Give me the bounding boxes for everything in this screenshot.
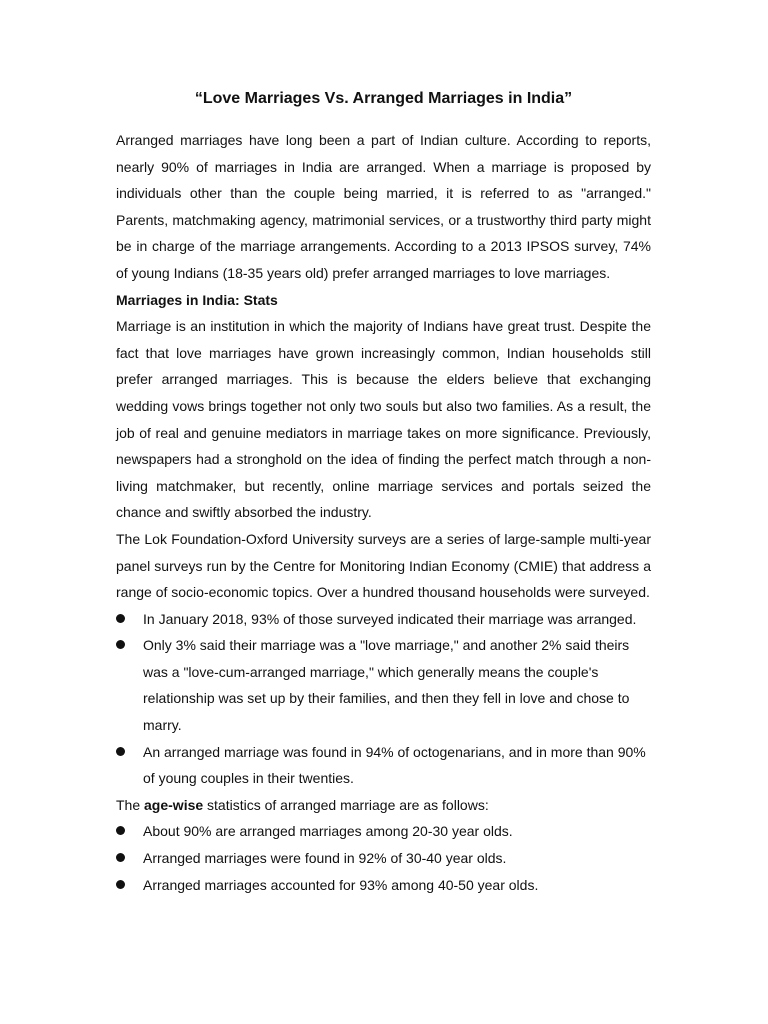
age-bullet-text: About 90% are arranged marriages among 20-30 year olds. [143, 823, 513, 840]
document-page [116, 88, 651, 898]
stats-paragraph-1: Marriage is an institution in which the majority of Indians have great trust. Despite the fact that love marriages have grown increasingly common, Indian households still prefer arranged marriages. This is because the elders believe that exchanging wedding vows brings together not only two souls but also two families. As a result, the job of real and genuine mediators in marriage takes on more significance. Previously, newspapers had a stronghold on the idea of finding the perfect match through a non-living matchmaker, but recently, online marriage services and portals seized the chance and swiftly absorbed the industry. [116, 318, 651, 521]
agewise-intro-suffix: statistics of arranged marriage are as follows: [203, 796, 489, 813]
bullet-dot-icon [116, 826, 125, 835]
agewise-intro [116, 792, 651, 819]
survey-bullet-list [116, 606, 651, 792]
age-bullet-text: Arranged marriages were found in 92% of 30-40 year olds. [143, 850, 507, 867]
stats-heading: Marriages in India: Stats [116, 291, 278, 308]
intro-paragraph: Arranged marriages have long been a part of Indian culture. According to reports, nearly 90% of marriages in India are arranged. When a marriage is proposed by individuals other than the couple being married, it is referred to as "arranged." Parents, matchmaking agency, matrimonial services, or a trustworthy third party might be in charge of the marriage arrangements. According to a 2013 IPSOS survey, 74% of young Indians (18-35 years old) prefer arranged marriages to love marriages. [116, 132, 651, 281]
document-title: “Love Marriages Vs. Arranged Marriages in India” [194, 90, 573, 107]
age-bullet-item [116, 818, 651, 845]
survey-bullet-text: An arranged marriage was found in 94% of octogenarians, and in more than 90% of young couples in their twenties. [143, 743, 646, 787]
agewise-intro-prefix: The [116, 796, 145, 813]
stats-paragraph-2: The Lok Foundation-Oxford University surveys are a series of large-sample multi-year panel surveys run by the Centre for Monitoring Indian Economy (CMIE) that address a range of socio-economic topics. Over a hundred thousand households were surveyed. [116, 530, 651, 601]
age-bullet-list [116, 818, 651, 898]
survey-bullet-item [116, 606, 651, 633]
bullet-dot-icon [116, 614, 125, 623]
age-bullet-item [116, 845, 651, 872]
age-bullet-item [116, 872, 651, 899]
survey-bullet-text: Only 3% said their marriage was a "love marriage," and another 2% said theirs was a "love-cum-arranged marriage," which generally means the couple's relationship was set up by their families, and then they fell in love and chose to marry. [143, 637, 630, 734]
bullet-dot-icon [116, 880, 125, 889]
age-bullet-text: Arranged marriages accounted for 93% among 40-50 year olds. [143, 876, 539, 893]
bullet-dot-icon [116, 853, 125, 862]
agewise-intro-bold: age-wise [144, 796, 204, 813]
survey-bullet-item [116, 632, 651, 738]
bullet-dot-icon [116, 640, 125, 649]
survey-bullet-text: In January 2018, 93% of those surveyed indicated their marriage was arranged. [143, 610, 637, 627]
bullet-dot-icon [116, 747, 125, 756]
survey-bullet-item [116, 739, 651, 792]
